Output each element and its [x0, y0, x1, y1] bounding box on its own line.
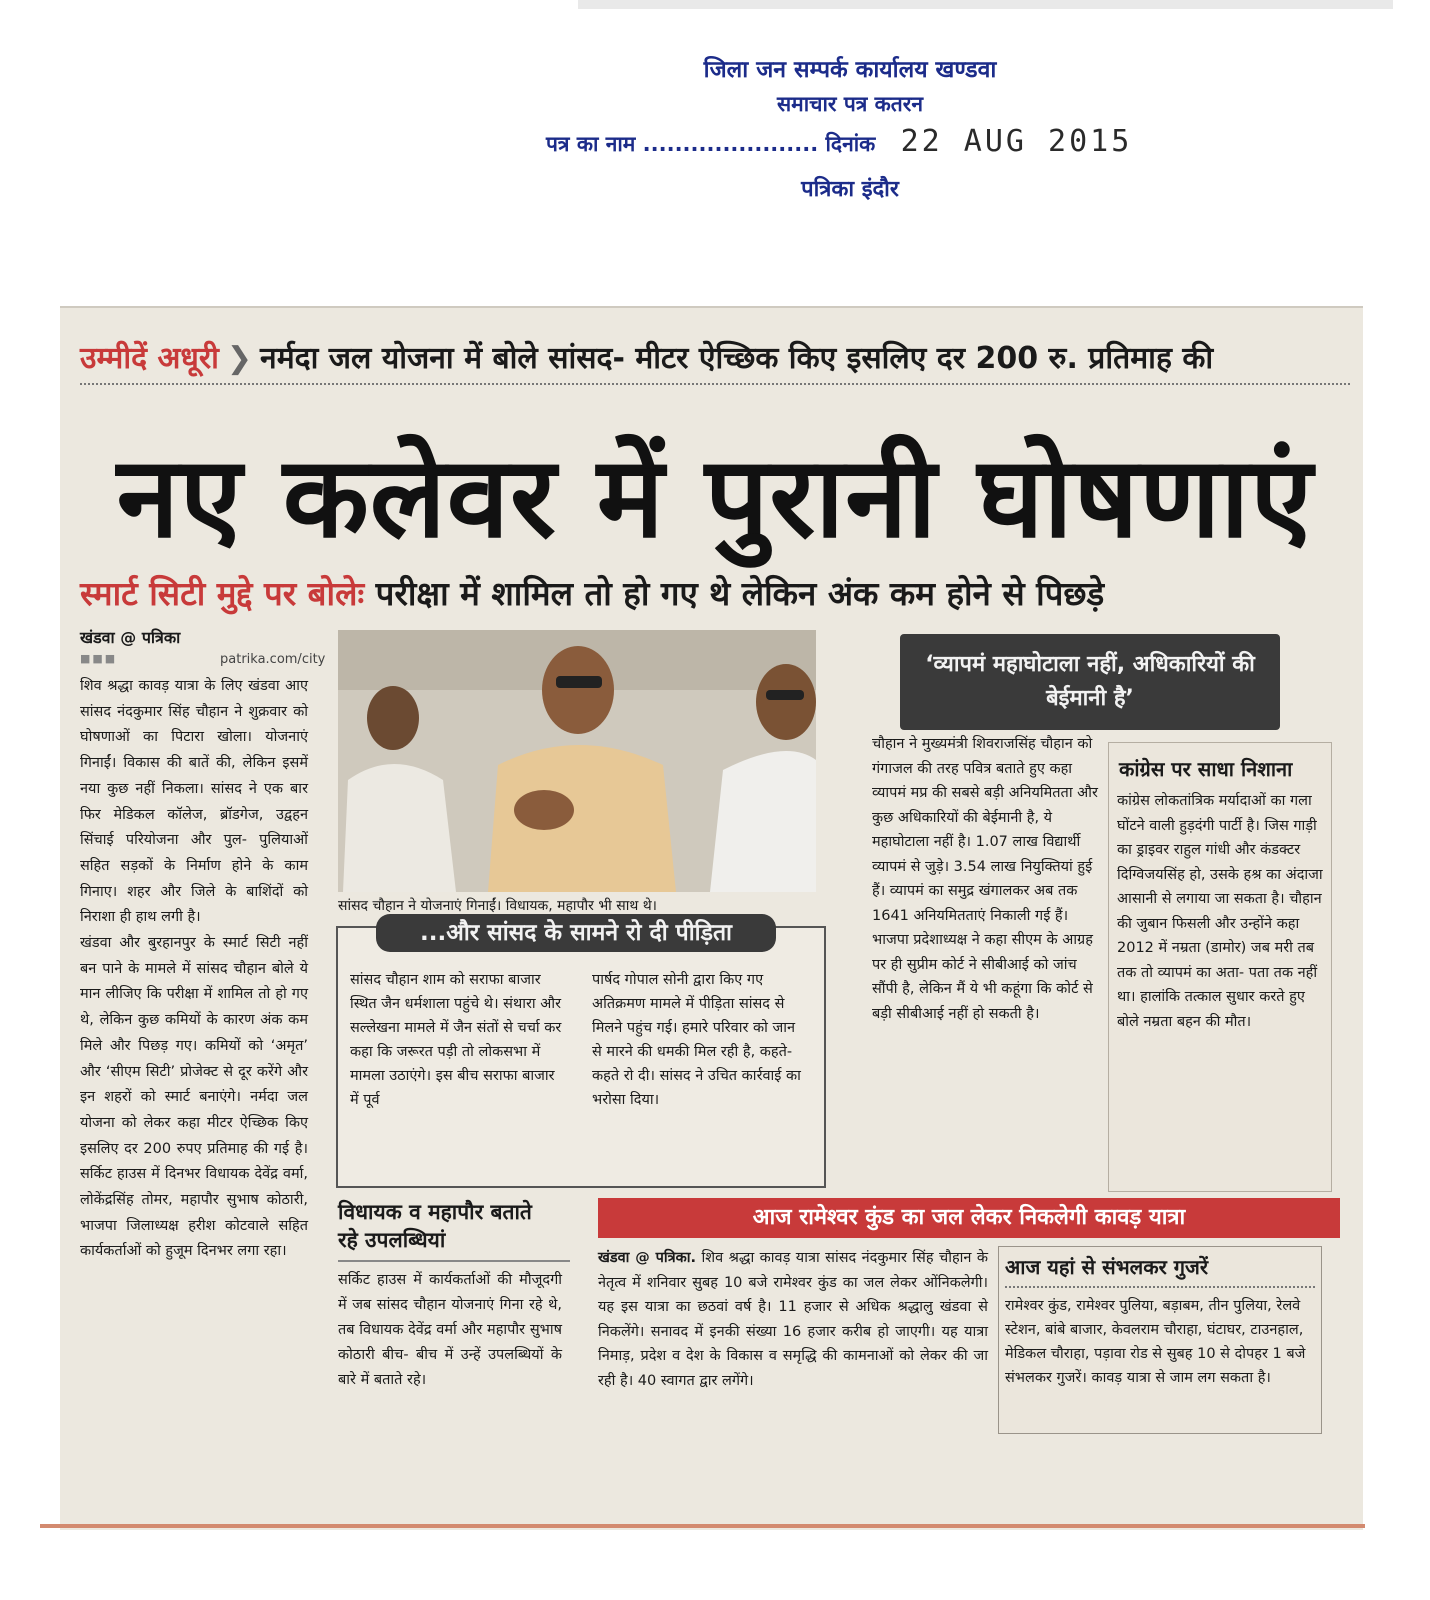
photo-illustration: [338, 630, 816, 892]
byline: खंडवा @ पत्रिका: [80, 628, 181, 647]
vyapam-text: चौहान ने मुख्यमंत्री शिवराजसिंह चौहान को गंगाजल की तरह पवित्र बताते हुए कहा व्यापमं मप्र की सबसे बड़ी अनियमितता और कुछ अधिकारियों की बेईमानी है, ये महाघोटाला नहीं है। 1.07 लाख विद्यार्थी व्यापमं से जुड़े। 3.54 लाख नियुक्तियां हुई हैं। व्यापमं का समुद्र खंगालकर अब तक 1641 अनियमितताएं निकाली गई हैं। भाजपा प्रदेशाध्यक्ष ने कहा सीएम के आग्रह पर ही सुप्रीम कोर्ट ने सीबीआई को जांच सौंपी है, लेकिन मैं ये भी कहूंगा कि कोर्ट से बड़ी सीबीआई नहीं हो सकती है।: [872, 736, 1098, 1022]
subhead-label: स्मार्ट सिटी मुद्दे पर बोलेः: [80, 574, 365, 613]
route-title: आज यहां से संभलकर गुजरें: [1005, 1253, 1315, 1288]
stamp-label: समाचार पत्र कतरन: [776, 92, 924, 116]
route-text: रामेश्वर कुंड, रामेश्वर पुलिया, बड़ाबम, तीन पुलिया, रेलवे स्टेशन, बांबे बाजार, केवलराम चौराहा, घंटाघर, टाउनहाल, मेडिकल चौराहा, पड़ावा रोड से सुबह 10 से दोपहर 1 बजे संभलकर गुजरें। कावड़ यात्रा से जाम लग सकता है।: [1005, 1298, 1306, 1386]
kicker-label: उम्मीदें अधूरी: [80, 341, 219, 376]
vyapam-quote: ‘व्यापमं महाघोटाला नहीं, अधिकारियों की बेईमानी है’: [900, 634, 1280, 730]
main-article-text: शिव श्रद्धा कावड़ यात्रा के लिए खंडवा आए सांसद नंदकुमार सिंह चौहान ने शुक्रवार को घोषणाओं का पिटारा खोला। योजनाएं गिनाईं। विकास की बातें की, लेकिन इसमें नया कुछ नहीं निकला। सांसद ने एक बार फिर मेडिकल कॉलेज, ब्रॉडगेज, उद्वहन सिंचाई परियोजना और पुल- पुलियाओं सहित सड़कों के निर्माण होने के काम गिनाए। शहर और जिले के बाशिंदों को निराशा ही हाथ लगी है। खंडवा और बुरहानपुर के स्मार्ट सिटी नहीं बन पाने के मामले में सांसद चौहान बोले ये मान लीजिए कि परीक्षा में शामिल तो हो गए थे, लेकिन कुछ कमियों के कारण अंक कम मिले और पिछड़ गए। कमियों को ‘अमृत’ और ‘सीएम सिटी’ प्रोजेक्ट से दूर करेंगे और इन शहरों को स्मार्ट बनाएंगे। नर्मदा जल योजना को लेकर कहा मीटर ऐच्छिक किए इसलिए दर 200 रुपए प्रतिमाह की गई है। सर्किट हाउस में दिनभर विधायक देवेंद्र वर्मा, लोकेंद्रसिंह तोमर, महापौर सुभाष कोठारी, भाजपा जिलाध्यक्ष हरीश कोटवाले सहित कार्यकर्ताओं को हुजूम दिनभर लगा रहा।: [80, 678, 308, 1260]
stamp-date: 22 AUG 2015: [900, 124, 1133, 159]
congress-title: कांग्रेस पर साधा निशाना: [1119, 757, 1293, 781]
congress-box: [1108, 742, 1332, 1192]
stamp-name-row: [530, 124, 1170, 159]
route-box: [998, 1246, 1322, 1434]
headline: नए कलेवर में पुरानी घोषणाएं: [116, 433, 1314, 563]
kavad-byline: खंडवा @ पत्रिका.: [598, 1250, 697, 1266]
kavad-title: आज रामेश्वर कुंड का जल लेकर निकलेगी कावड़ यात्रा: [598, 1198, 1340, 1238]
kavad-article: [598, 1246, 988, 1393]
victim-box-col1: सांसद चौहान शाम को सराफा बाजार स्थित जैन धर्मशाला पहुंचे थे। संथारा और सल्लेखना मामले में जैन संतों से चर्चा कर कहा कि जरूरत पड़ी तो लोकसभा में मामला उठाएंगे। इस बीच सराफा बाजार में पूर्व: [350, 972, 562, 1108]
victim-box-title: ...और सांसद के सामने रो दी पीड़िता: [376, 914, 776, 952]
achievements-title: विधायक व महापौर बताते रहे उपलब्धियां: [338, 1200, 532, 1252]
achievements-text: सर्किट हाउस में कार्यकर्ताओं की मौजूदगी में जब सांसद चौहान योजनाएं गिना रहे थे, तब विधायक देवेंद्र वर्मा और महापौर सुभाष कोठारी बीच- बीच में उन्हें उपलब्धियों के बारे में बताते रहे।: [338, 1272, 562, 1388]
subhead: [80, 570, 1350, 615]
office-stamp: [530, 52, 1170, 203]
news-photo: [338, 630, 816, 892]
kicker: [80, 336, 1350, 385]
congress-text: कांग्रेस लोकतांत्रिक मर्यादाओं का गला घोंटने वाली हुड़दंगी पार्टी है। जिस गाड़ी का ड्राइवर राहुल गांधी और कंडक्टर दिग्विजयसिंह हो, उसके हश्र का अंदाजा आसानी से लगाया जा सकता है। चौहान की जुबान फिसली और उन्होंने कहा 2012 में नम्रता (डामोर) जब मरी तब तक तो व्यापमं का अता- पता तक नहीं था। हालांकि तत्काल सुधार करते हुए बोले नम्रता बहन की मौत।: [1117, 793, 1323, 1030]
kicker-separator-icon: ❯: [226, 341, 253, 376]
stamp-office: जिला जन सम्पर्क कार्यालय खण्डवा: [703, 57, 997, 83]
kicker-text: नर्मदा जल योजना में बोले सांसद- मीटर ऐच्छिक किए इसलिए दर 200 रु. प्रतिमाह की: [260, 341, 1214, 376]
scan-edge-strip: [578, 0, 1393, 9]
newspaper-clipping: [60, 306, 1363, 1530]
bars-icon: ■■■: [80, 652, 118, 665]
clipping-bottom-edge: [40, 1524, 1365, 1528]
subhead-text: परीक्षा में शामिल तो हो गए थे लेकिन अंक कम होने से पिछड़े: [375, 574, 1105, 613]
achievements-divider: [338, 1260, 570, 1262]
victim-box-col2: पार्षद गोपाल सोनी द्वारा किए गए अतिक्रमण मामले में पीड़िता सांसद से मिलने पहुंच गई। हमारे परिवार को जान से मारने की धमकी मिल रही है, कहते-कहते रो दी। सांसद ने उचित कार्रवाई का भरोसा दिया।: [592, 972, 801, 1108]
victim-box: [336, 920, 826, 1188]
kavad-text: शिव श्रद्धा कावड़ यात्रा सांसद नंदकुमार सिंह चौहान के नेतृत्व में शनिवार सुबह 10 बजे रामेश्वर कुंड का जल लेकर ओंनिकलेगी। यह इस यात्रा का छठवां वर्ष है। 11 हजार से अधिक श्रद्धालु खंडवा से निकलेंगे। सनावद में इनकी संख्या 16 हजार करीब हो जाएगी। यह यात्रा निमाड़, प्रदेश व देश के विकास व समृद्धि की कामनाओं को लेकर की जा रही है। 40 स्वागत द्वार लगेंगे।: [598, 1250, 989, 1389]
photo-caption: सांसद चौहान ने योजनाएं गिनाईं। विधायक, महापौर भी साथ थे।: [338, 898, 657, 914]
article-url: patrika.com/city: [220, 652, 326, 667]
stamp-paper: पत्रिका इंदौर: [801, 177, 899, 202]
stamp-name-label: पत्र का नाम ...................... दिनांक: [546, 132, 876, 156]
